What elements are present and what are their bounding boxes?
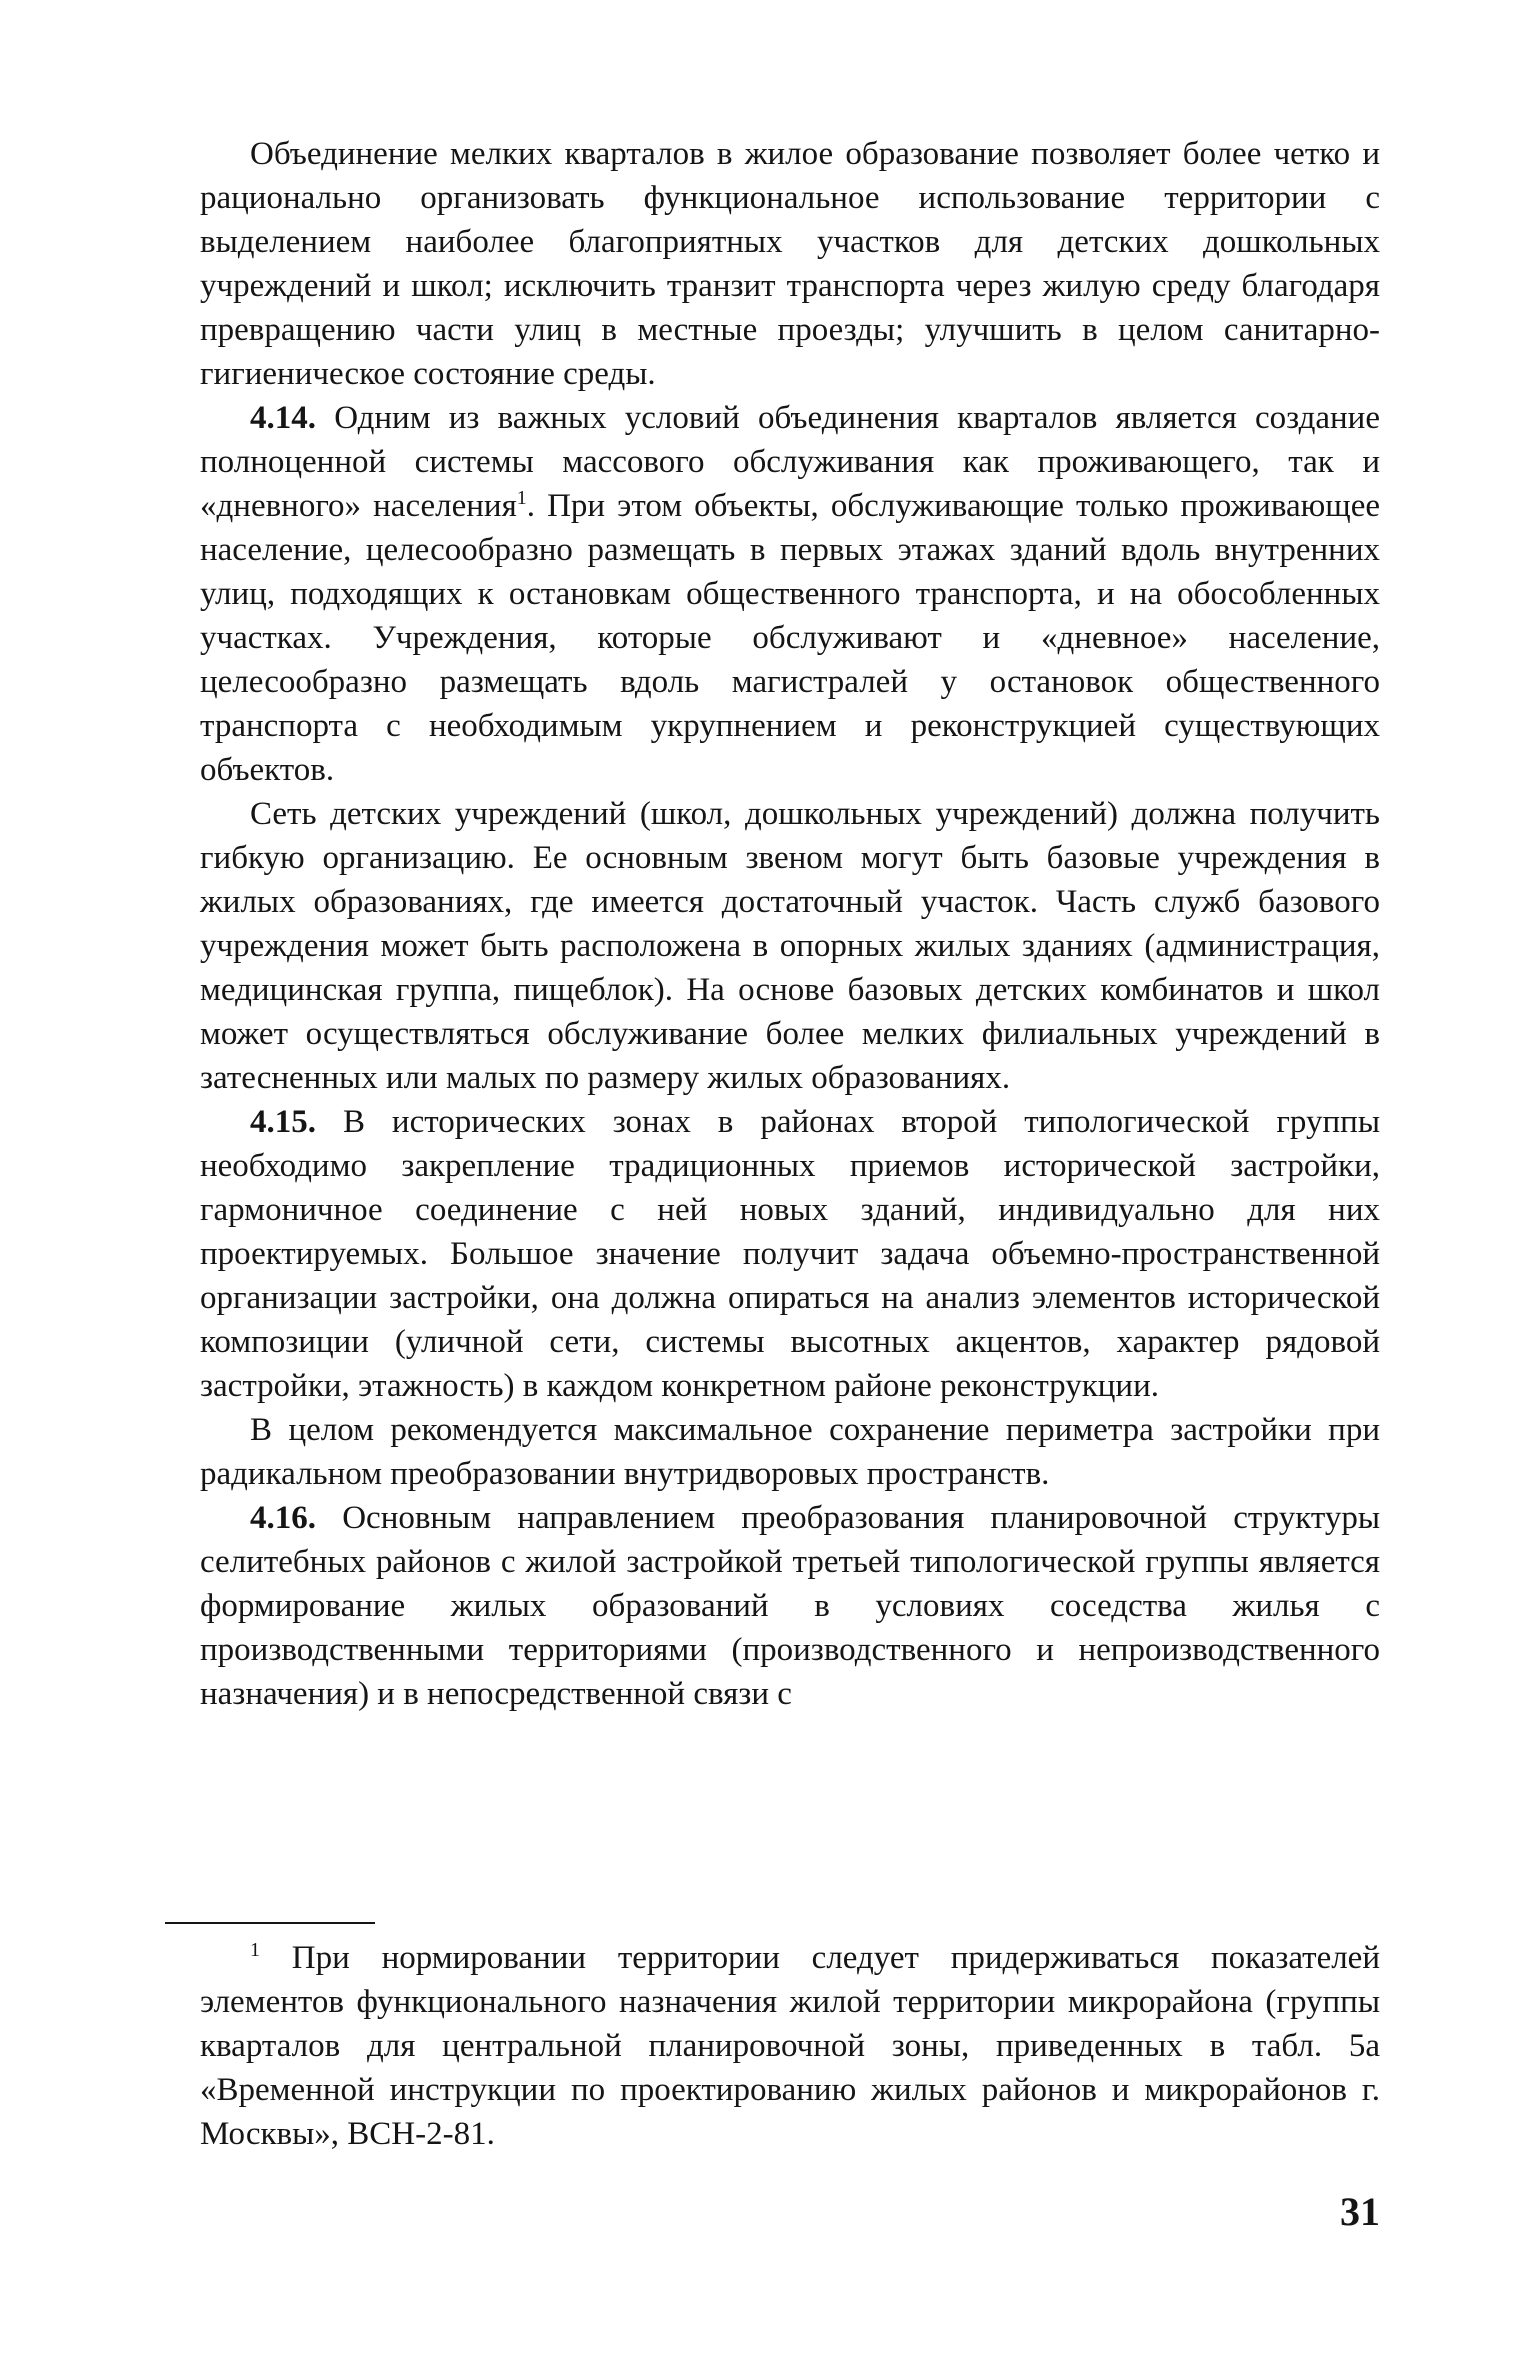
section-number: 4.14. [250, 400, 316, 436]
section-number: 4.15. [250, 1104, 316, 1140]
footnote-text: При нормировании территории следует придерживаться показателей элементов функционального назначения жилой территории микрорайона (группы кварталов для центральной планировочной зоны, приведенных в табл. 5а «Временной инструкции по проектированию жилых районов и микрорайонов г. Москвы», ВСН-2-81. [200, 1940, 1380, 2152]
paragraph-text: Основным направлением преобразования планировочной структуры селитебных районов с жилой застройкой третьей типологической группы является формирование жилых образований в условиях соседства жилья с производственными территориями (производственного и непроизводственного назначения) и в непосредственной связи с [200, 1500, 1380, 1712]
footnote-reference: 1 [516, 487, 527, 509]
paragraph-4-14 [200, 396, 1380, 792]
paragraph-text: В целом рекомендуется максимальное сохранение периметра застройки при радикальном преобразовании внутридворовых пространств. [200, 1412, 1380, 1492]
paragraph-text: Объединение мелких кварталов в жилое образование позволяет более четко и рационально организовать функциональное использование территории с выделением наиболее благоприятных участков для детских дошкольных учреждений и школ; исключить транзит транспорта через жилую среду благодаря превращению части улиц в местные проезды; улучшить в целом санитарно-гигиеническое состояние среды. [200, 136, 1380, 392]
paragraph-text: Сеть детских учреждений (школ, дошкольных учреждений) должна получить гибкую организацию. Ее основным звеном могут быть базовые учреждения в жилых образованиях, где имеется достаточный участок. Часть служб базового учреждения может быть расположена в опорных жилых зданиях (администрация, медицинская группа, пищеблок). На основе базовых детских комбинатов и школ может осуществляться обслуживание более мелких филиальных учреждений в затесненных или малых по размеру жилых образованиях. [200, 796, 1380, 1096]
paragraph-text: В исторических зонах в районах второй типологической группы необходимо закрепление традиционных приемов исторической застройки, гармоничное соединение с ней новых зданий, индивидуально для них проектируемых. Большое значение получит задача объемно-пространственной организации застройки, она должна опираться на анализ элементов исторической композиции (уличной сети, системы высотных акцентов, характер рядовой застройки, этажность) в каждом конкретном районе реконструкции. [200, 1104, 1380, 1404]
page-number: 31 [1340, 2189, 1380, 2234]
footnote-mark: 1 [250, 1939, 260, 1961]
section-number: 4.16. [250, 1500, 316, 1536]
paragraph-intro [200, 132, 1380, 396]
paragraph-text-continued: . При этом объекты, обслуживающие только проживающее население, целесообразно размещать в первых этажах зданий вдоль внутренних улиц, подходящих к остановкам общественного транспорта, и на обособленных участках. Учреждения, которые обслуживают и «дневное» население, целесообразно размещать вдоль магистралей у остановок общественного транспорта с необходимым укрупнением и реконструкцией существующих объектов. [200, 488, 1380, 788]
body-text [200, 132, 1380, 1716]
paragraph-4-15 [200, 1100, 1380, 1408]
paragraph-perimeter [200, 1408, 1380, 1496]
footnote-divider [165, 1922, 375, 1924]
paragraph-children-facilities [200, 792, 1380, 1100]
paragraph-text: Одним из важных условий объединения кварталов является создание полноценной системы массового обслуживания как проживающего, так и «дневного» населения [200, 400, 1380, 524]
footnote [200, 1936, 1380, 2156]
paragraph-4-16 [200, 1496, 1380, 1716]
